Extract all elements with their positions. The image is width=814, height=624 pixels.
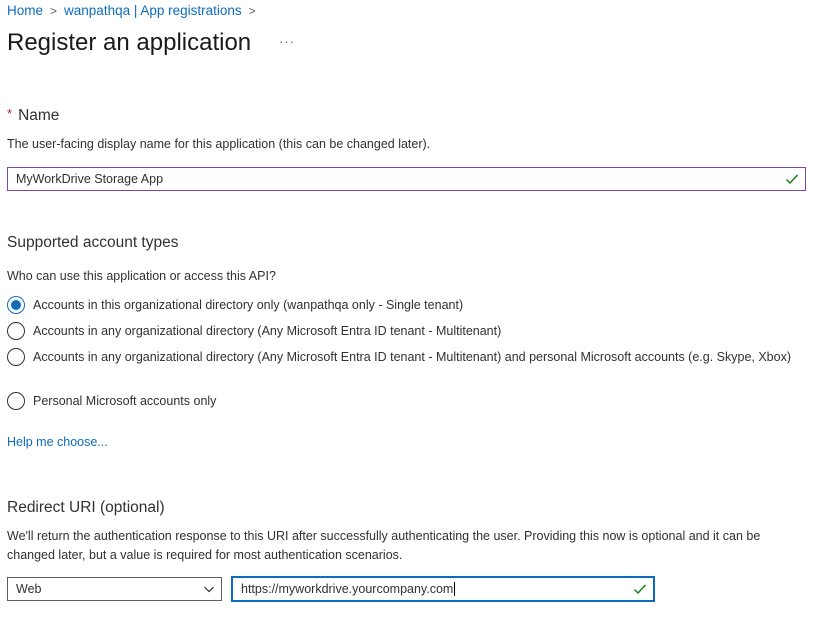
radio-label: Personal Microsoft accounts only <box>33 394 217 408</box>
account-types-question: Who can use this application or access this API? <box>7 269 276 283</box>
name-heading-label: Name <box>18 107 60 124</box>
account-types-heading: Supported account types <box>7 234 179 251</box>
radio-label: Accounts in any organizational directory (Any Microsoft Entra ID tenant - Multitenant) and personal Microsoft accounts (e.g. Skype, Xbox) <box>33 350 791 364</box>
redirect-description: We'll return the authentication response to this URI after successfully authenticating the user. Providing this now is optional and it can be changed later, but a value is required for most authentication scenarios. <box>7 529 761 562</box>
chevron-down-icon <box>203 583 215 595</box>
chevron-right-icon: > <box>50 3 58 18</box>
radio-personal-only[interactable] <box>7 392 793 411</box>
radio-multitenant[interactable] <box>7 322 793 341</box>
breadcrumb <box>7 3 263 18</box>
radio-single-tenant[interactable] <box>7 296 793 315</box>
text-caret <box>454 582 455 596</box>
name-heading <box>7 106 59 125</box>
checkmark-icon <box>784 171 800 187</box>
radio-button[interactable] <box>7 348 25 366</box>
radio-multitenant-personal[interactable] <box>7 348 793 367</box>
radio-label: Accounts in any organizational directory (Any Microsoft Entra ID tenant - Multitenant) <box>33 324 502 338</box>
radio-button[interactable] <box>7 322 25 340</box>
name-description: The user-facing display name for this application (this can be changed later). <box>7 137 431 151</box>
chevron-right-icon: > <box>248 3 256 18</box>
radio-label: Accounts in this organizational directory only (wanpathqa only - Single tenant) <box>33 298 464 312</box>
radio-button[interactable] <box>7 392 25 410</box>
redirect-uri-input[interactable] <box>232 577 654 601</box>
app-name-input[interactable] <box>7 167 806 191</box>
platform-select[interactable] <box>7 577 222 601</box>
required-marker: * <box>7 106 13 121</box>
redirect-uri-value: https://myworkdrive.yourcompany.com <box>241 582 454 596</box>
checkmark-icon <box>632 581 648 597</box>
radio-button-checked[interactable] <box>7 296 25 314</box>
more-options-button[interactable]: ··· <box>279 34 295 49</box>
help-me-choose-link[interactable]: Help me choose... <box>7 435 108 449</box>
platform-select-value: Web <box>16 582 42 596</box>
app-name-value: MyWorkDrive Storage App <box>16 172 164 186</box>
page-title: Register an application <box>7 29 252 56</box>
redirect-heading: Redirect URI (optional) <box>7 499 165 516</box>
breadcrumb-app-registrations[interactable]: wanpathqa | App registrations <box>64 3 242 18</box>
breadcrumb-home[interactable]: Home <box>7 3 44 18</box>
